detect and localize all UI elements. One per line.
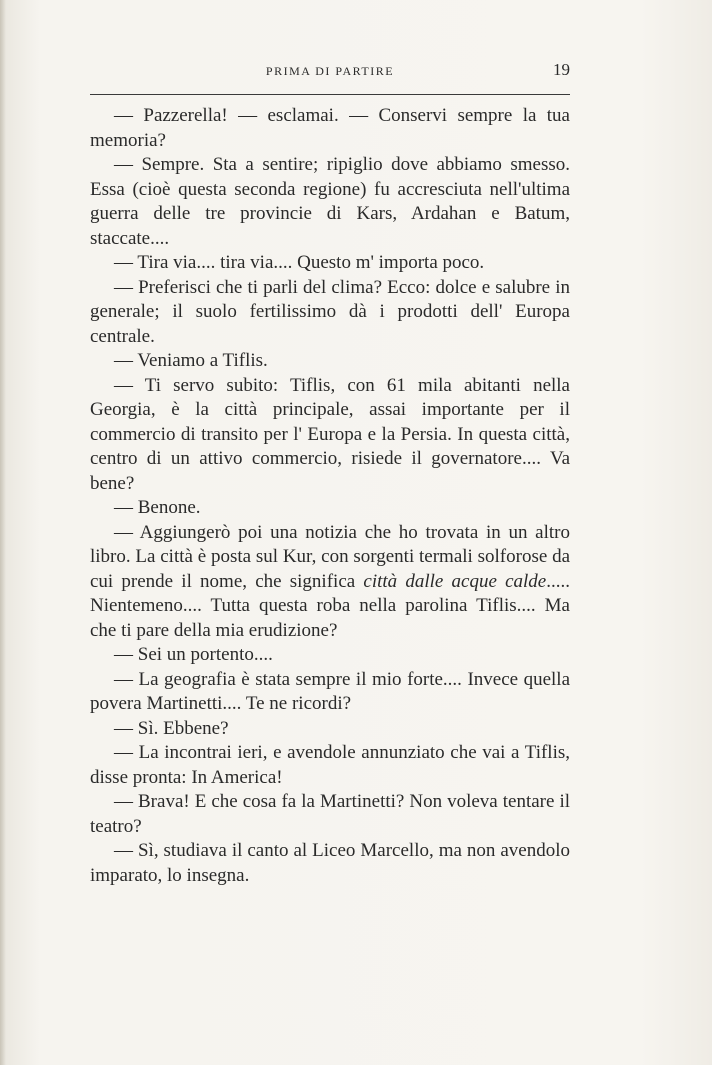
running-head: PRIMA DI PARTIRE: [265, 64, 395, 78]
paragraph: — La incontrai ieri, e avendole annunziato che vai a Tiflis, disse pronta: In America!: [90, 742, 570, 788]
paragraph: — Tira via.... tira via.... Questo m' importa poco.: [114, 252, 485, 273]
paragraph: — Sempre. Sta a sentire; ripiglio dove abbiamo smesso. Essa (cioè questa seconda regione) fu accresciuta nell'ultima guerra delle tre provincie di Kars, Ardahan e Batum, staccate....: [90, 154, 570, 249]
paragraph: — Ti servo subito: Tiflis, con 61 mila abitanti nella Georgia, è la città principale, assai importante per il commercio di transito per l' Europa e la Persia. In questa città, centro di un attivo commercio, risiede il governatore.... Va bene?: [90, 374, 570, 494]
header-rule: [90, 94, 570, 95]
paragraph-text: ..... Nientemeno.... Tutta questa roba nella parolina Tiflis.... Ma che ti pare della mia erudizione?: [90, 570, 570, 641]
body-text: [90, 104, 570, 888]
paragraph: — Sì. Ebbene?: [114, 717, 229, 739]
paragraph-text: — Aggiungerò poi una notizia che ho trovata in un altro libro. La città è posta sul Kur, con sorgenti termali solforose da cui prende il nome, che significa: [90, 521, 570, 592]
paragraph: — Brava! E che cosa fa la Martinetti? Non voleva tentare il teatro?: [90, 791, 570, 837]
paragraph: — Sei un portento....: [114, 644, 273, 665]
paragraph: — Pazzerella! — esclamai. — Conservi sempre la tua memoria?: [90, 105, 570, 151]
paragraph: — Veniamo a Tiflis.: [114, 350, 268, 371]
paragraph: [90, 521, 570, 644]
paragraph: — Sì, studiava il canto al Liceo Marcello, ma non avendolo imparato, lo insegna.: [90, 840, 570, 886]
paragraph: — La geografia è stata sempre il mio forte.... Invece quella povera Martinetti.... Te ne ricordi?: [90, 668, 570, 714]
page-edge: [0, 0, 6, 1065]
page-number: 19: [553, 60, 570, 79]
page-header: [90, 60, 570, 86]
paragraph: — Preferisci che ti parli del clima? Ecco: dolce e salubre in generale; il suolo fertilissimo dà i prodotti dell' Europa centrale.: [90, 276, 570, 347]
italic-phrase: città dalle acque calde: [363, 570, 547, 592]
paragraph: — Benone.: [114, 497, 201, 518]
